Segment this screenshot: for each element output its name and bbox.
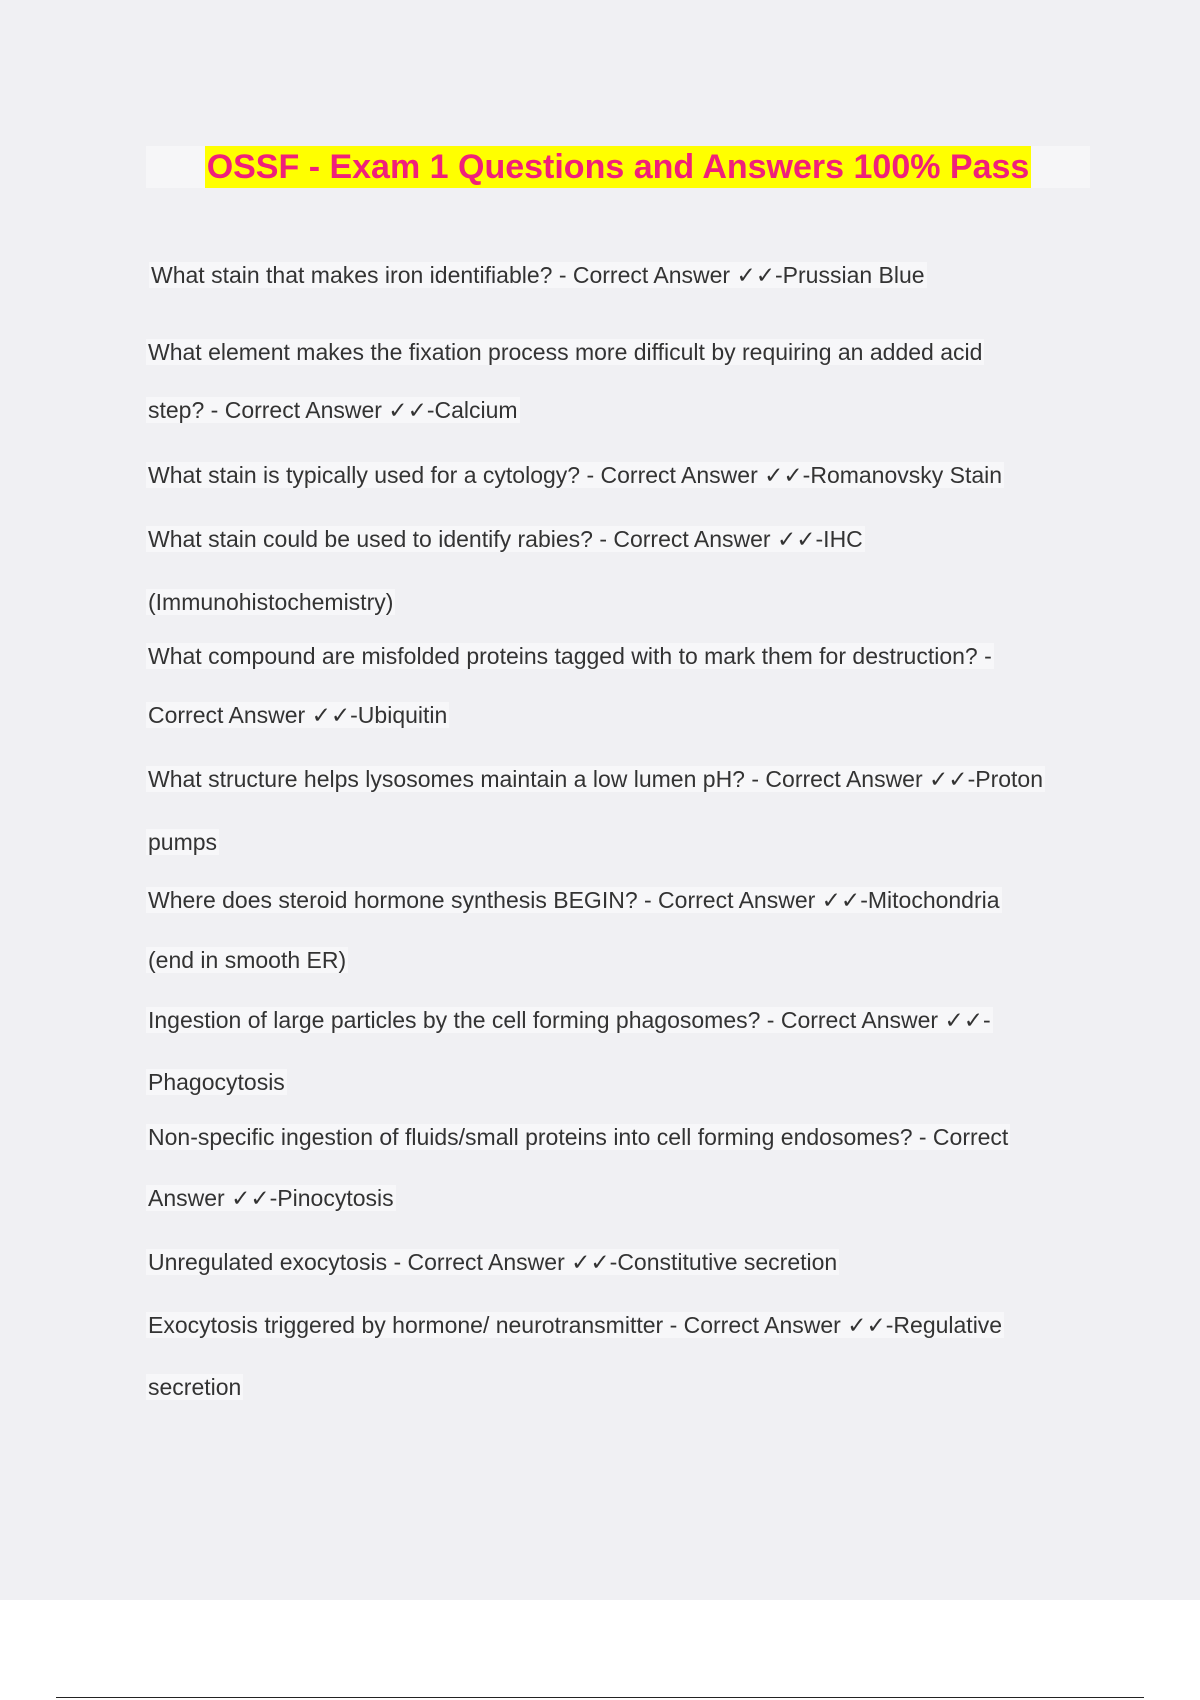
- text-line: [146, 1369, 243, 1405]
- text-line: [146, 824, 219, 860]
- text-line-content: Exocytosis triggered by hormone/ neurotransmitter - Correct Answer ✓✓-Regulative: [148, 1312, 1003, 1338]
- text-line-content: Where does steroid hormone synthesis BEGIN? - Correct Answer ✓✓-Mitochondria: [148, 887, 1000, 913]
- text-line: [146, 761, 1045, 797]
- text-line: [146, 1119, 1010, 1155]
- text-line-content: What stain could be used to identify rabies? - Correct Answer ✓✓-IHC: [148, 526, 863, 552]
- text-line: [146, 334, 984, 370]
- text-line-content: What structure helps lysosomes maintain a low lumen pH? - Correct Answer ✓✓-Proton: [148, 766, 1043, 792]
- text-line: [146, 1244, 839, 1280]
- text-line: [146, 392, 520, 428]
- text-line-content: What compound are misfolded proteins tagged with to mark them for destruction? -: [148, 643, 992, 669]
- text-line-content: Ingestion of large particles by the cell forming phagosomes? - Correct Answer ✓✓-: [148, 1007, 991, 1033]
- text-line-content: (end in smooth ER): [148, 947, 347, 973]
- document-title: OSSF - Exam 1 Questions and Answers 100% Pass: [206, 148, 1030, 186]
- text-line-content: What stain is typically used for a cytology? - Correct Answer ✓✓-Romanovsky Stain: [148, 462, 1003, 488]
- text-line: [146, 1064, 287, 1100]
- text-line-content: What stain that makes iron identifiable? - Correct Answer ✓✓-Prussian Blue: [151, 262, 925, 288]
- text-line: [146, 521, 865, 557]
- text-line: [146, 584, 395, 620]
- text-line: [146, 1307, 1004, 1343]
- text-line: [146, 457, 1004, 493]
- text-line-content: secretion: [148, 1374, 242, 1400]
- text-line: [146, 1002, 993, 1038]
- text-line-content: What element makes the fixation process more difficult by requiring an added acid: [148, 339, 983, 365]
- text-line: [146, 942, 348, 978]
- text-line-content: pumps: [148, 829, 218, 855]
- title-banner: [146, 146, 1090, 188]
- text-line-content: Phagocytosis: [148, 1069, 285, 1095]
- text-line-content: Answer ✓✓-Pinocytosis: [148, 1185, 394, 1211]
- footer-divider: [56, 1697, 1144, 1698]
- text-line: [146, 697, 449, 733]
- text-line-content: step? - Correct Answer ✓✓-Calcium: [148, 397, 518, 423]
- text-line: [146, 1180, 396, 1216]
- text-line: [146, 882, 1002, 918]
- text-line-content: (Immunohistochemistry): [148, 589, 394, 615]
- text-line: [146, 638, 994, 674]
- text-line-content: Correct Answer ✓✓-Ubiquitin: [148, 702, 448, 728]
- text-line-content: Non-specific ingestion of fluids/small proteins into cell forming endosomes? - Correct: [148, 1124, 1009, 1150]
- text-line-content: Unregulated exocytosis - Correct Answer ✓✓-Constitutive secretion: [148, 1249, 838, 1275]
- text-line: [149, 257, 927, 293]
